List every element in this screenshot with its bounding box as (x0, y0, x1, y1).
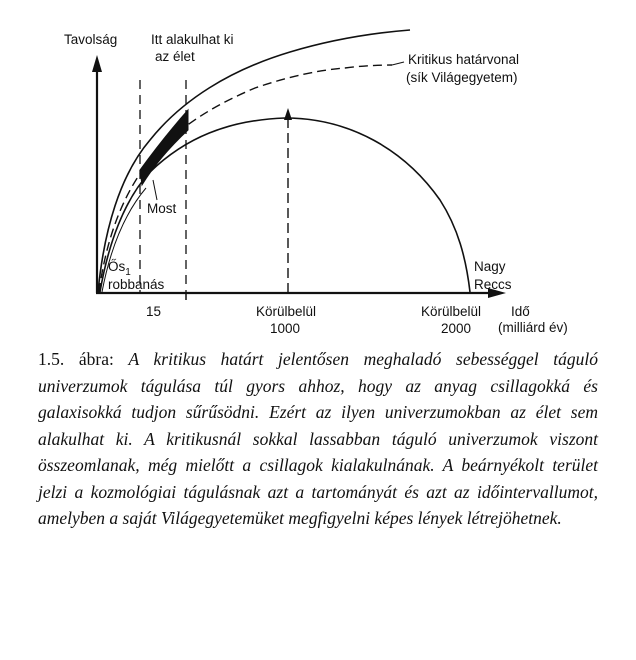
critical-universe-curve-tail (345, 65, 392, 68)
life-zone-label-line1: Itt alakulhat ki (151, 32, 234, 47)
midpoint-arrow-icon (284, 108, 292, 120)
open-universe-curve (98, 30, 410, 292)
tick-label-1000-line1: Körülbelül (256, 304, 317, 319)
tick-label-15: 15 (146, 304, 162, 319)
big-crunch-label-line1: Nagy (474, 259, 506, 274)
caption-text: A kritikus határt jelentősen meghaladó sebességgel táguló univerzumok tágulása túl gyors ahhoz, hogy az anyag csillagokká és galaxisokká tudjon sűrűsödni. Ezért az ilyen univerzumokban az élet sem alakulhat ki. A kritikusnál sokkal lassabban táguló univerzumok viszont összeomlanak, még mielőtt a csillagok kialakulnának. A beárnyékolt terület jelzi a kozmológiai tágulásnak azt a tartományát és azt az időintervallumot, amelyben a saját Világegyetemüket megfigyelni képes lények létrejöhetnek. (38, 349, 598, 528)
now-pointer (153, 180, 157, 200)
x-axis-label-line1: Idő (511, 304, 530, 319)
critical-label-pointer (392, 62, 404, 65)
life-zone-label-line2: az élet (155, 49, 195, 64)
tick-label-2000-line1: Körülbelül (421, 304, 482, 319)
big-crunch-label-line2: Reccs (474, 277, 512, 292)
critical-label-line1: Kritikus határvonal (408, 52, 520, 67)
y-axis-arrow-icon (92, 55, 102, 72)
critical-universe-curve (99, 68, 345, 292)
caption-number: 1.5. ábra: (38, 349, 114, 369)
tick-label-2000-line2: 2000 (441, 321, 472, 336)
now-label: Most (147, 201, 177, 216)
tick-label-1000-line2: 1000 (270, 321, 301, 336)
critical-label-line2: (sík Világegyetem) (406, 70, 518, 85)
big-bang-label-line1: $Ős_1$ (108, 259, 131, 278)
x-axis-label-line2: (milliárd év) (498, 320, 568, 335)
y-axis-label: Tavolság (64, 32, 118, 47)
big-bang-label-line2: robbanás (108, 277, 165, 292)
figure-caption (38, 346, 598, 532)
